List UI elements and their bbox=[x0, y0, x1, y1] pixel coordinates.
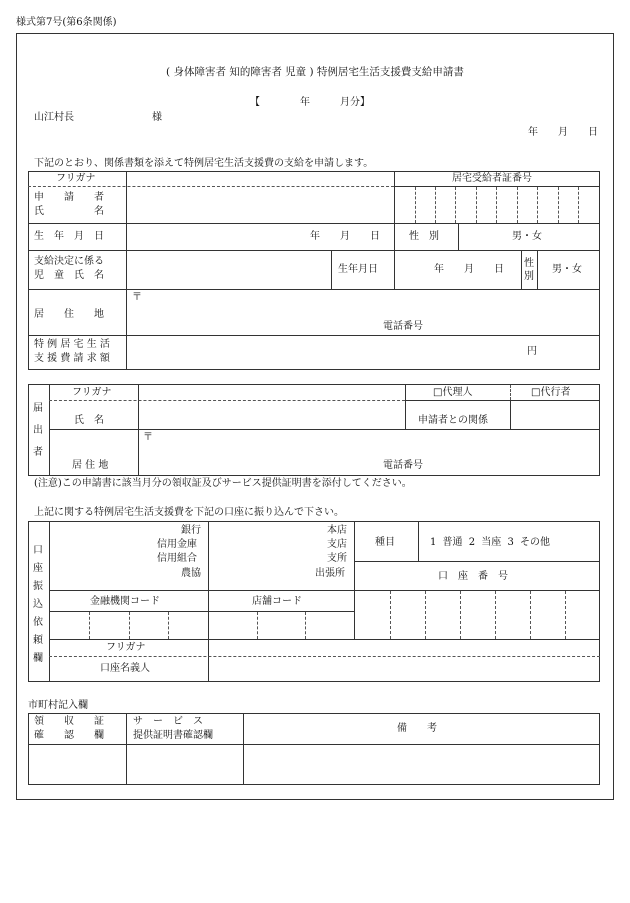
inst-type-nokyo: 農協 bbox=[181, 568, 201, 579]
child-label-2: 児 童 氏 名 bbox=[34, 270, 104, 281]
branch-code-label: 店舗コード bbox=[252, 596, 302, 607]
birth-value: 年 月 日 bbox=[310, 231, 380, 242]
service-check-label-2: 提供証明書確認欄 bbox=[133, 730, 213, 741]
child-sex-label-1: 性 bbox=[524, 258, 534, 269]
child-birth-value: 年 月 日 bbox=[434, 264, 504, 275]
filer-address-label: 居 住 地 bbox=[72, 460, 109, 471]
remarks-label: 備 考 bbox=[397, 723, 437, 734]
period-line: 【 年 月分】 bbox=[250, 97, 370, 108]
bank-side-6: 頼 bbox=[33, 635, 43, 646]
filer-postal-mark: 〒 bbox=[143, 432, 153, 443]
filer-phone-label: 電話番号 bbox=[383, 460, 423, 471]
recipient-number-label: 居宅受給者証番号 bbox=[452, 173, 532, 184]
bank-side-4: 込 bbox=[33, 599, 43, 610]
applicant-name-label-2: 氏 名 bbox=[34, 206, 104, 217]
claim-label-1: 特 例 居 宅 生 活 bbox=[34, 339, 110, 350]
receipt-check-label-1: 領 収 証 bbox=[34, 716, 104, 727]
intro-text: 下記のとおり、関係書類を添えて特例居宅生活支援費の支給を申請します。 bbox=[34, 158, 374, 169]
addressee-sama: 様 bbox=[152, 112, 162, 123]
form-number: 様式第7号(第6条関係) bbox=[16, 17, 117, 28]
yen-label: 円 bbox=[527, 346, 537, 357]
addressee: 山江村長 bbox=[34, 112, 74, 123]
applicant-name-label-1: 申 請 者 bbox=[34, 192, 104, 203]
form-title: ( 身体障害者 知的障害者 児童 ) 特例居宅生活支援費支給申請書 bbox=[166, 66, 464, 78]
bank-side-1: 口 bbox=[33, 545, 43, 556]
bank-furigana-label: フリガナ bbox=[106, 642, 146, 653]
child-label-1: 支給決定に係る bbox=[34, 256, 104, 267]
date-line: 年 月 日 bbox=[528, 127, 598, 138]
receipt-check-label-2: 確 認 欄 bbox=[34, 730, 104, 741]
address-label: 居 住 地 bbox=[34, 309, 104, 320]
account-number-label: 口 座 番 号 bbox=[438, 571, 508, 582]
bank-side-2: 座 bbox=[33, 563, 43, 574]
relation-label: 申請者との関係 bbox=[418, 415, 488, 426]
attachment-note: (注意)この申請書に該当月分の領収証及びサービス提供証明書を添付してください。 bbox=[34, 478, 412, 489]
child-sex-label-2: 別 bbox=[524, 271, 534, 282]
inst-type-kumiai: 信用組合 bbox=[157, 553, 197, 564]
filer-furigana-label: フリガナ bbox=[72, 387, 112, 398]
sex-value: 男・女 bbox=[512, 231, 542, 242]
filer-side-1: 届 bbox=[33, 403, 43, 414]
municipal-title: 市町村記入欄 bbox=[28, 700, 88, 711]
bank-side-7: 欄 bbox=[33, 653, 43, 664]
branch-type-outpost: 出張所 bbox=[315, 568, 345, 579]
sex-label: 性 別 bbox=[409, 231, 439, 242]
kind-label: 種目 bbox=[375, 537, 395, 548]
branch-type-branch: 支店 bbox=[327, 539, 347, 550]
child-sex-value: 男・女 bbox=[552, 264, 582, 275]
branch-type-office: 支所 bbox=[327, 553, 347, 564]
phone-label: 電話番号 bbox=[383, 321, 423, 332]
service-check-label-1: サ ー ビ ス bbox=[133, 716, 203, 727]
inst-code-label: 金融機関コード bbox=[90, 596, 160, 607]
bank-intro: 上記に関する特例居宅生活支援費を下記の口座に振り込んで下さい。 bbox=[34, 507, 344, 518]
inst-type-shinkin: 信用金庫 bbox=[157, 539, 197, 550]
applicant-furigana-label: フリガナ bbox=[56, 173, 96, 184]
bank-side-3: 振 bbox=[33, 581, 43, 592]
filer-side-3: 者 bbox=[33, 447, 43, 458]
holder-label: 口座名義人 bbox=[100, 663, 150, 674]
filer-name-label: 氏 名 bbox=[74, 415, 104, 426]
birth-label: 生 年 月 日 bbox=[34, 231, 104, 242]
postal-mark: 〒 bbox=[132, 292, 142, 303]
bank-side-5: 依 bbox=[33, 617, 43, 628]
inst-type-bank: 銀行 bbox=[181, 525, 201, 536]
proxy-checkbox[interactable]: □代行者 bbox=[531, 387, 571, 398]
claim-label-2: 支 援 費 請 求 額 bbox=[34, 353, 110, 364]
agent-checkbox[interactable]: □代理人 bbox=[433, 387, 473, 398]
form-frame bbox=[16, 33, 614, 800]
branch-type-head: 本店 bbox=[327, 525, 347, 536]
filer-side-2: 出 bbox=[33, 425, 43, 436]
kind-options: 1 普通 2 当座 3 その他 bbox=[430, 537, 550, 548]
child-birth-label: 生年月日 bbox=[338, 264, 378, 275]
